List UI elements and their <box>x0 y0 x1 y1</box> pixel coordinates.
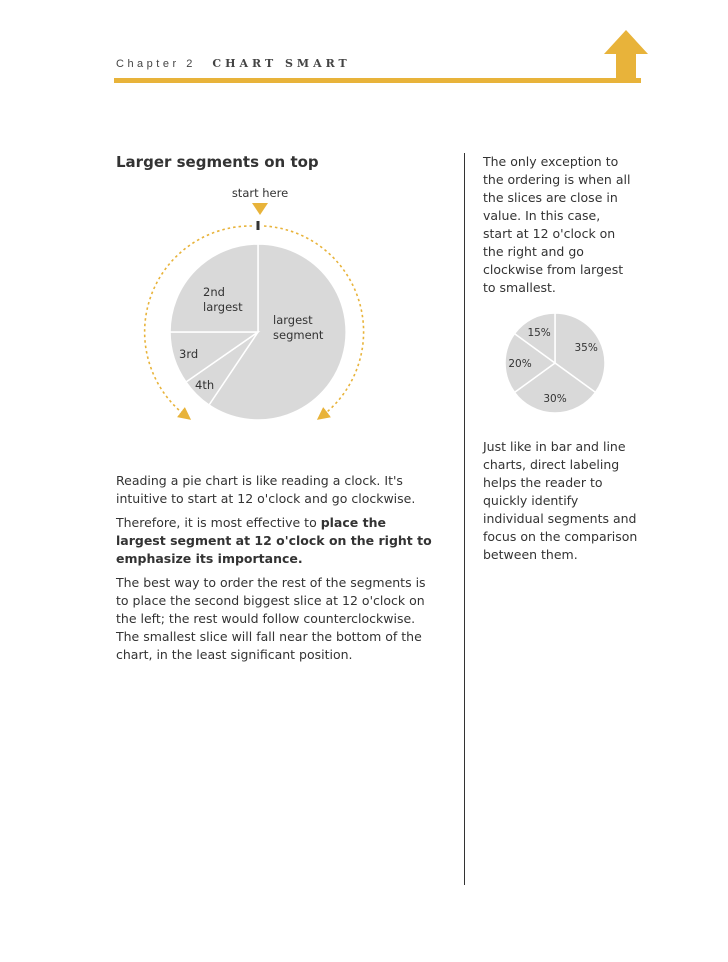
header-rule <box>114 78 641 83</box>
right-paragraph-2: Just like in bar and line charts, direct labeling helps the reader to quickly identify individual segments and focus on the comparison between them. <box>483 439 638 562</box>
left-paragraph-2 <box>116 514 436 568</box>
pie-label-30: 30% <box>543 393 567 405</box>
up-arrow-icon <box>604 30 648 82</box>
label-3rd: 3rd <box>179 347 199 361</box>
label-largest-1: largest <box>273 313 313 327</box>
label-2nd-2: largest <box>203 300 243 314</box>
left-body-text <box>116 472 436 670</box>
column-divider <box>464 153 465 885</box>
start-triangle-icon <box>252 203 268 215</box>
example-pie-chart <box>500 312 620 422</box>
right-paragraph-1: The only exception to the ordering is when all the slices are close in value. In this case, start at 12 o'clock on the right and go clockwise from largest to smallest. <box>483 154 631 295</box>
left-paragraph-3: The best way to order the rest of the segments is to place the second biggest slice at 12 o'clock on the left; the rest would follow counterclockwise. The smallest slice will fall near the bottom of the chart, in the least significant position. <box>116 575 426 662</box>
label-largest-2: segment <box>273 328 324 342</box>
left-paragraph-2-prefix: Therefore, it is most effective to <box>116 515 321 530</box>
section-heading: Larger segments on top <box>116 153 319 171</box>
chapter-number: Chapter 2 <box>116 58 196 70</box>
pie-label-15: 15% <box>527 326 551 339</box>
left-paragraph-2-bold: place the largest segment at 12 o'clock on the right to emphasize its importance. <box>116 515 432 566</box>
label-2nd-1: 2nd <box>203 285 225 299</box>
ordering-diagram <box>140 180 370 430</box>
chapter-title: CHART SMART <box>212 57 351 70</box>
start-here-label: start here <box>231 186 289 200</box>
pie-label-20: 20% <box>508 358 532 370</box>
label-4th: 4th <box>195 378 215 392</box>
pie-label-35: 35% <box>574 342 598 355</box>
chapter-header <box>116 57 351 70</box>
left-paragraph-1: Reading a pie chart is like reading a clock. It's intuitive to start at 12 o'clock and go clockwise. <box>116 473 416 506</box>
